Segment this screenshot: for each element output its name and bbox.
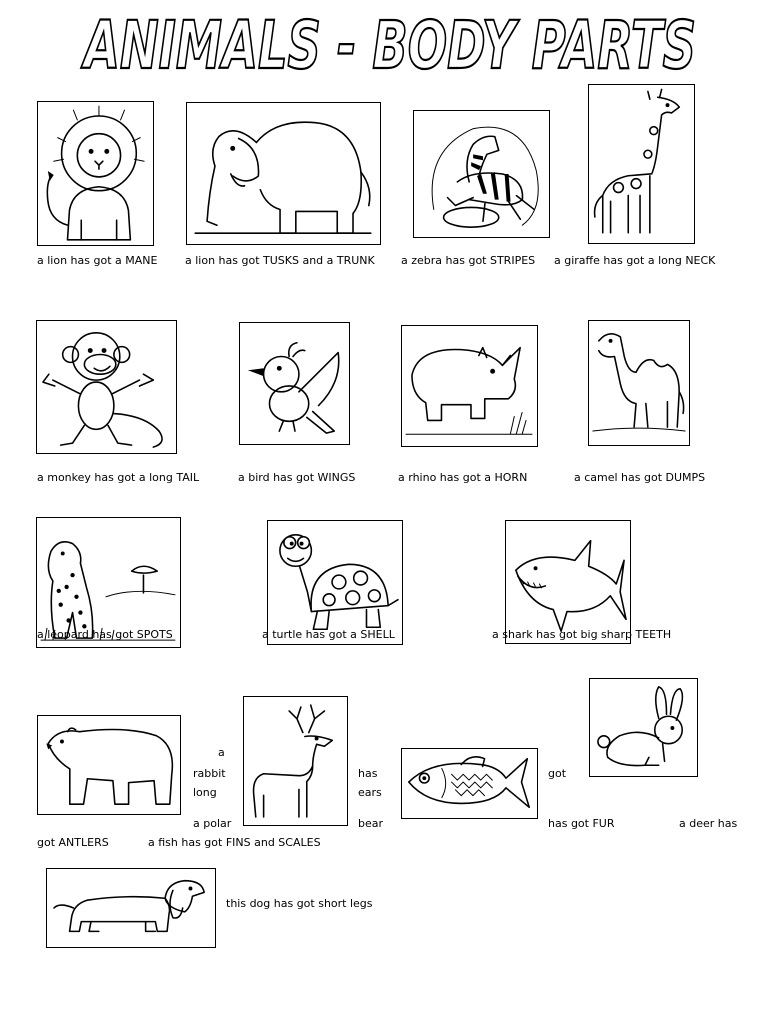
polar-bear-picture [37,715,181,815]
scattered-word: has [358,767,378,780]
fish-icon [402,749,537,818]
monkey-caption: a monkey has got a long TAIL [37,471,200,484]
rabbit-icon [590,679,697,776]
fish-picture [401,748,538,819]
dog-icon [47,869,215,947]
zebra-icon [414,111,549,237]
giraffe-caption: a giraffe has got a long NECK [554,254,716,267]
bird-icon [240,323,349,444]
scattered-word: ears [358,786,382,799]
page-title [70,4,710,80]
giraffe-icon [589,85,694,243]
zebra-caption: a zebra has got STRIPES [401,254,536,267]
zebra-picture [413,110,550,238]
scattered-word: long [193,786,217,799]
deer-picture [243,696,348,826]
scattered-word: got ANTLERS [37,836,109,849]
shark-icon [506,521,630,643]
fish-caption: a fish has got FINS and SCALES [148,836,321,849]
lion-icon [38,102,153,245]
scattered-word: bear [358,817,384,830]
turtle-icon [268,521,402,644]
dog-caption: this dog has got short legs [226,897,373,910]
scattered-word: has got FUR [548,817,615,830]
bird-caption: a bird has got WINGS [238,471,356,484]
monkey-icon [37,321,176,453]
camel-picture [588,320,690,446]
lion-picture [37,101,154,246]
shark-caption: a shark has got big sharp TEETH [492,628,672,641]
camel-icon [589,321,689,445]
scattered-word: a [218,746,225,759]
rhino-icon [402,326,537,446]
scattered-word: a deer has [679,817,738,830]
shark-picture [505,520,631,644]
dog-picture [46,868,216,948]
elephant-caption: a lion has got TUSKS and a TRUNK [185,254,375,267]
polar-bear-icon [38,716,180,814]
scattered-word: a polar [193,817,232,830]
lion-caption: a lion has got a MANE [37,254,158,267]
elephant-icon [187,103,380,244]
scattered-word: rabbit [193,767,226,780]
leopard-caption: a leopard has got SPOTS [37,628,173,641]
camel-caption: a camel has got DUMPS [574,471,706,484]
turtle-caption: a turtle has got a SHELL [262,628,395,641]
rabbit-picture [589,678,698,777]
rhino-picture [401,325,538,447]
giraffe-picture [588,84,695,244]
monkey-picture [36,320,177,454]
turtle-picture [267,520,403,645]
scattered-word: got [548,767,567,780]
elephant-picture [186,102,381,245]
rhino-caption: a rhino has got a HORN [398,471,528,484]
page-title-text: ANIMALS - BODY PARTS [80,7,697,80]
deer-icon [244,697,347,825]
bird-picture [239,322,350,445]
